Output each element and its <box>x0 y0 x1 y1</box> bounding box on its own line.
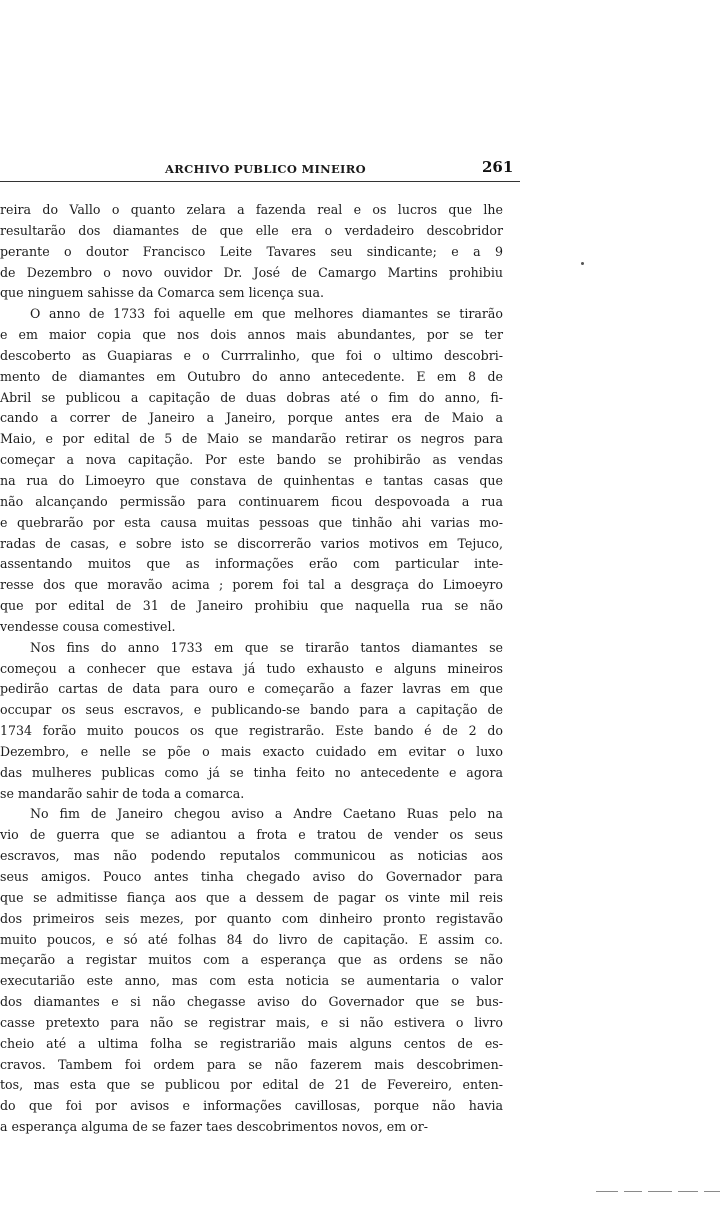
text-line: radas de casas, e sobre isto se discorrerão varios motivos em Tejuco, <box>0 535 503 551</box>
text-line: começou a conhecer que estava já tudo exhausto e alguns mineiros <box>0 660 503 676</box>
text-line: dos primeiros seis mezes, por quanto com dinheiro pronto registavão <box>0 910 503 926</box>
text-line: e quebrarão por esta causa muitas pessoas que tinhão ahi varias mo- <box>0 514 503 530</box>
text-line: de Dezembro o novo ouvidor Dr. José de Camargo Martins prohibiu <box>0 264 503 280</box>
text-line: No fim de Janeiro chegou aviso a Andre Caetano Ruas pelo na <box>30 806 503 822</box>
text-line: reira do Vallo o quanto zelara a fazenda real e os lucros que lhe <box>0 202 503 217</box>
text-line: a esperança alguma de se fazer taes descobrimentos novos, em or- <box>0 1119 428 1135</box>
text-line: se mandarão sahir de toda a comarca. <box>0 785 245 801</box>
text-line: do que foi por avisos e informações cavillosas, porque não havia <box>0 1098 503 1114</box>
paragraph <box>0 638 503 805</box>
text-line: dos diamantes e si não chegasse aviso do Governador que se bus- <box>0 994 503 1010</box>
text-line: mento de diamantes em Outubro do anno antecedente. E em 8 de <box>0 368 503 384</box>
print-speck <box>581 262 584 265</box>
text-line: occupar os seus escravos, e publicando-se bando para a capitação de <box>0 702 503 718</box>
text-line: que por edital de 31 de Janeiro prohibiu que naquella rua se não <box>0 598 503 614</box>
body-text <box>0 200 503 1138</box>
text-line: descoberto as Guapiaras e o Currralinho, que foi o ultimo descobri- <box>0 347 503 363</box>
text-line: que ninguem sahisse da Comarca sem licença sua. <box>0 285 324 301</box>
text-line: Abril se publicou a capitação de duas dobras até o fim do anno, fi- <box>0 389 503 405</box>
scan-edge-marks <box>596 1191 723 1197</box>
text-line: Dezembro, e nelle se põe o mais exacto cuidado em evitar o luxo <box>0 743 503 759</box>
text-line: na rua do Limoeyro que constava de quinhentas e tantas casas que <box>0 472 503 488</box>
text-line: assentando muitos que as informações erão com particular inte- <box>0 556 503 572</box>
text-line: Nos fins do anno 1733 em que se tirarão tantos diamantes se <box>30 639 503 655</box>
text-line: não alcançando permissão para continuarem ficou despovoada a rua <box>0 493 503 509</box>
text-line: meçarão a registar muitos com a esperança que as ordens se não <box>0 952 503 968</box>
text-line: e em maior copia que nos dois annos mais abundantes, por se ter <box>0 327 503 343</box>
paragraph <box>0 304 503 638</box>
text-line: 1734 forão muito poucos os que registrarão. Este bando é de 2 do <box>0 723 503 739</box>
text-line: O anno de 1733 foi aquelle em que melhores diamantes se tirarão <box>30 306 503 322</box>
text-line: cando a correr de Janeiro a Janeiro, porque antes era de Maio a <box>0 410 503 426</box>
paragraph <box>0 804 503 1138</box>
text-line: vio de guerra que se adiantou a frota e tratou de vender os seus <box>0 827 503 843</box>
page-header <box>0 158 522 182</box>
text-line: cravos. Tambem foi ordem para se não fazerem mais descobrimen- <box>0 1056 503 1072</box>
text-line: cheio até a ultima folha se registrarião mais alguns centos de es- <box>0 1035 503 1051</box>
page-number: 261 <box>482 158 514 176</box>
paragraph <box>0 200 503 304</box>
text-line: vendesse cousa comestivel. <box>0 618 176 634</box>
header-rule <box>0 181 520 182</box>
text-line: tos, mas esta que se publicou por edital de 21 de Fevereiro, enten- <box>0 1077 503 1093</box>
text-line: seus amigos. Pouco antes tinha chegado aviso do Governador para <box>0 869 503 884</box>
text-line: escravos, mas não podendo reputalos communicou as noticias aos <box>0 848 503 864</box>
running-title: ARCHIVO PUBLICO MINEIRO <box>165 162 366 176</box>
text-line: casse pretexto para não se registrar mais, e si não estivera o livro <box>0 1014 503 1030</box>
text-line: perante o doutor Francisco Leite Tavares seu sindicante; e a 9 <box>0 243 503 259</box>
text-line: resse dos que moravão acima ; porem foi tal a desgraça do Limoeyro <box>0 577 503 593</box>
text-line: executarião este anno, mas com esta noticia se aumentaria o valor <box>0 973 503 989</box>
text-line: das mulheres publicas como já se tinha feito no antecedente e agora <box>0 764 503 780</box>
text-line: começar a nova capitação. Por este bando se prohibirão as vendas <box>0 452 503 468</box>
text-line: resultarão dos diamantes de que elle era o verdadeiro descobridor <box>0 222 503 238</box>
text-line: que se admitisse fiança aos que a dessem de pagar os vinte mil reis <box>0 889 503 905</box>
text-line: pedirão cartas de data para ouro e começarão a fazer lavras em que <box>0 681 503 697</box>
text-line: muito poucos, e só até folhas 84 do livro de capitação. E assim co. <box>0 931 503 947</box>
text-line: Maio, e por edital de 5 de Maio se mandarão retirar os negros para <box>0 431 503 447</box>
